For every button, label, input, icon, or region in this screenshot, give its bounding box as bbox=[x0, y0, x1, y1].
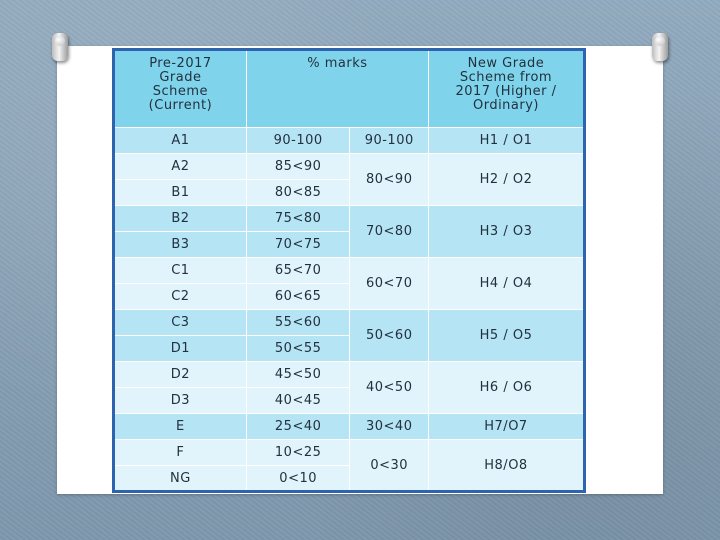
header-line: Pre-2017 bbox=[149, 56, 212, 71]
new-marks-cell: 30<40 bbox=[350, 414, 429, 440]
pushpin-icon bbox=[52, 33, 68, 61]
table-row bbox=[114, 206, 585, 232]
old-marks-cell: 70<75 bbox=[246, 232, 350, 258]
old-grade-cell: B3 bbox=[114, 232, 247, 258]
old-marks-cell: 25<40 bbox=[246, 414, 350, 440]
old-marks-cell: 80<85 bbox=[246, 180, 350, 206]
header-line: Grade bbox=[159, 70, 202, 85]
table-row bbox=[114, 414, 585, 440]
new-grade-cell: H1 / O1 bbox=[428, 128, 584, 154]
pushpin-icon bbox=[652, 33, 668, 61]
old-marks-cell: 90-100 bbox=[246, 128, 350, 154]
table-row bbox=[114, 258, 585, 284]
new-grade-cell: H2 / O2 bbox=[428, 154, 584, 206]
old-grade-cell: E bbox=[114, 414, 247, 440]
new-grade-cell: H8/O8 bbox=[428, 440, 584, 492]
old-grade-cell: C1 bbox=[114, 258, 247, 284]
old-marks-cell: 50<55 bbox=[246, 336, 350, 362]
table-row bbox=[114, 362, 585, 388]
table-header-row bbox=[114, 50, 585, 128]
header-old-scheme bbox=[114, 50, 247, 128]
grade-conversion-table bbox=[112, 48, 586, 493]
old-marks-cell: 55<60 bbox=[246, 310, 350, 336]
old-marks-cell: 45<50 bbox=[246, 362, 350, 388]
old-marks-cell: 0<10 bbox=[246, 466, 350, 492]
header-line: % marks bbox=[307, 56, 368, 71]
old-marks-cell: 75<80 bbox=[246, 206, 350, 232]
new-marks-cell: 80<90 bbox=[350, 154, 429, 206]
new-marks-cell: 50<60 bbox=[350, 310, 429, 362]
old-grade-cell: D3 bbox=[114, 388, 247, 414]
old-grade-cell: D2 bbox=[114, 362, 247, 388]
old-grade-cell: A1 bbox=[114, 128, 247, 154]
new-marks-cell: 0<30 bbox=[350, 440, 429, 492]
old-marks-cell: 60<65 bbox=[246, 284, 350, 310]
header-line: Scheme from bbox=[459, 70, 553, 85]
new-grade-cell: H7/O7 bbox=[428, 414, 584, 440]
table-row bbox=[114, 154, 585, 180]
new-marks-cell: 90-100 bbox=[350, 128, 429, 154]
old-grade-cell: A2 bbox=[114, 154, 247, 180]
old-grade-cell: B1 bbox=[114, 180, 247, 206]
old-marks-cell: 85<90 bbox=[246, 154, 350, 180]
old-grade-cell: NG bbox=[114, 466, 247, 492]
new-grade-cell: H5 / O5 bbox=[428, 310, 584, 362]
new-grade-cell: H6 / O6 bbox=[428, 362, 584, 414]
old-grade-cell: C2 bbox=[114, 284, 247, 310]
header-line: 2017 (Higher / bbox=[455, 84, 557, 99]
new-marks-cell: 70<80 bbox=[350, 206, 429, 258]
table-row bbox=[114, 128, 585, 154]
new-marks-cell: 60<70 bbox=[350, 258, 429, 310]
new-marks-cell: 40<50 bbox=[350, 362, 429, 414]
old-grade-cell: C3 bbox=[114, 310, 247, 336]
header-marks bbox=[246, 50, 428, 128]
table-row bbox=[114, 440, 585, 466]
new-grade-cell: H4 / O4 bbox=[428, 258, 584, 310]
old-marks-cell: 40<45 bbox=[246, 388, 350, 414]
header-new-scheme bbox=[428, 50, 584, 128]
old-marks-cell: 65<70 bbox=[246, 258, 350, 284]
old-marks-cell: 10<25 bbox=[246, 440, 350, 466]
new-grade-cell: H3 / O3 bbox=[428, 206, 584, 258]
header-line: New Grade bbox=[467, 56, 545, 71]
old-grade-cell: D1 bbox=[114, 336, 247, 362]
header-line: (Current) bbox=[148, 98, 213, 113]
old-grade-cell: F bbox=[114, 440, 247, 466]
header-line: Scheme bbox=[152, 84, 209, 99]
old-grade-cell: B2 bbox=[114, 206, 247, 232]
table-row bbox=[114, 310, 585, 336]
header-line: Ordinary) bbox=[472, 98, 539, 113]
